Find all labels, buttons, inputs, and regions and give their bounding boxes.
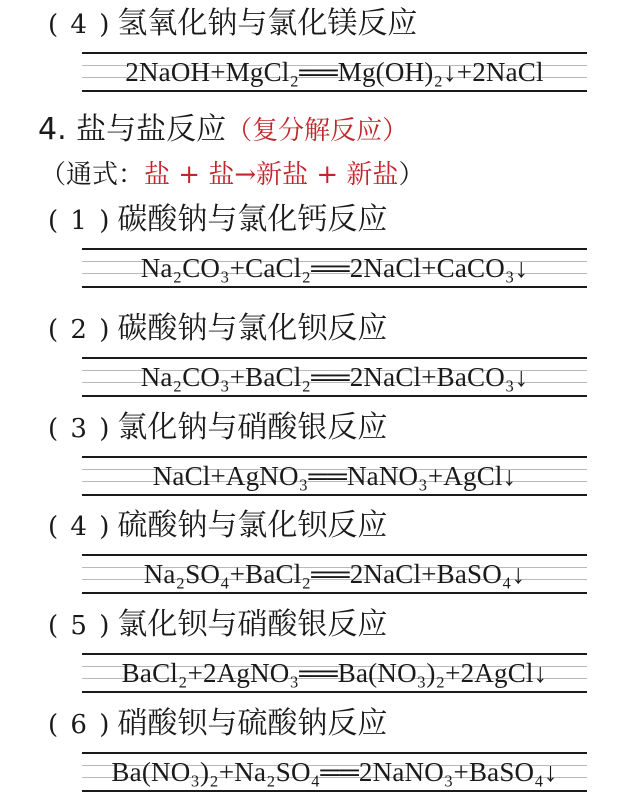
equation-box bbox=[82, 248, 587, 288]
equation-box bbox=[82, 554, 587, 594]
reaction-number: ( 1 ) bbox=[48, 206, 112, 236]
reaction-title: 氯化钡与硝酸银反应 bbox=[117, 607, 388, 642]
general-suffix: ） bbox=[398, 160, 425, 190]
chemical-equation: Na₂SO₄+BaCl₂══2NaCl+BaSO₄↓ bbox=[143, 558, 526, 589]
chemical-equation: NaCl+AgNO₃══NaNO₃+AgCl↓ bbox=[152, 460, 517, 491]
reaction-number: ( 4 ) bbox=[48, 512, 112, 542]
reaction-title: 硫酸钠与氯化钡反应 bbox=[117, 508, 388, 543]
chemical-equation: Ba(NO₃)₂+Na₂SO₄══2NaNO₃+BaSO₄↓ bbox=[111, 756, 558, 787]
chemical-equation: 2NaOH+MgCl₂══Mg(OH)₂↓+2NaCl bbox=[125, 56, 544, 87]
reaction-title: 碳酸钠与氯化钡反应 bbox=[117, 311, 388, 346]
equation-box bbox=[82, 752, 587, 792]
reaction-number: ( 4 ) bbox=[48, 10, 112, 40]
reaction-number: ( 6 ) bbox=[48, 710, 112, 740]
reaction-title: 硝酸钡与硫酸钠反应 bbox=[117, 706, 388, 741]
reaction-heading bbox=[48, 706, 387, 743]
chemical-equation: Na₂CO₃+BaCl₂══2NaCl+BaCO₃↓ bbox=[140, 361, 529, 392]
equation-box bbox=[82, 456, 587, 496]
section-title bbox=[38, 112, 408, 149]
reaction-title: 碳酸钠与氯化钙反应 bbox=[117, 202, 388, 237]
reaction-heading bbox=[48, 311, 387, 348]
equation-box bbox=[82, 653, 587, 693]
general-formula-text: 盐 + 盐→新盐 + 新盐 bbox=[144, 160, 399, 190]
equation-box bbox=[82, 357, 587, 397]
chemical-equation: BaCl₂+2AgNO₃══Ba(NO₃)₂+2AgCl↓ bbox=[121, 657, 548, 688]
reaction-heading bbox=[48, 6, 417, 43]
reaction-title: 氯化钠与硝酸银反应 bbox=[117, 410, 388, 445]
section-type: （复分解反应） bbox=[226, 116, 409, 146]
reaction-number: ( 2 ) bbox=[48, 315, 112, 345]
reaction-heading bbox=[48, 508, 387, 545]
reaction-heading bbox=[48, 607, 387, 644]
section-label: 4. 盐与盐反应 bbox=[38, 112, 227, 147]
equation-box bbox=[82, 52, 587, 92]
reaction-number: ( 3 ) bbox=[48, 414, 112, 444]
reaction-title: 氢氧化钠与氯化镁反应 bbox=[117, 6, 418, 41]
reaction-heading bbox=[48, 410, 387, 447]
reaction-number: ( 5 ) bbox=[48, 611, 112, 641]
reaction-heading bbox=[48, 202, 387, 239]
general-prefix: （通式： bbox=[40, 160, 145, 190]
chemical-equation: Na₂CO₃+CaCl₂══2NaCl+CaCO₃↓ bbox=[140, 252, 529, 283]
general-formula bbox=[40, 158, 424, 192]
